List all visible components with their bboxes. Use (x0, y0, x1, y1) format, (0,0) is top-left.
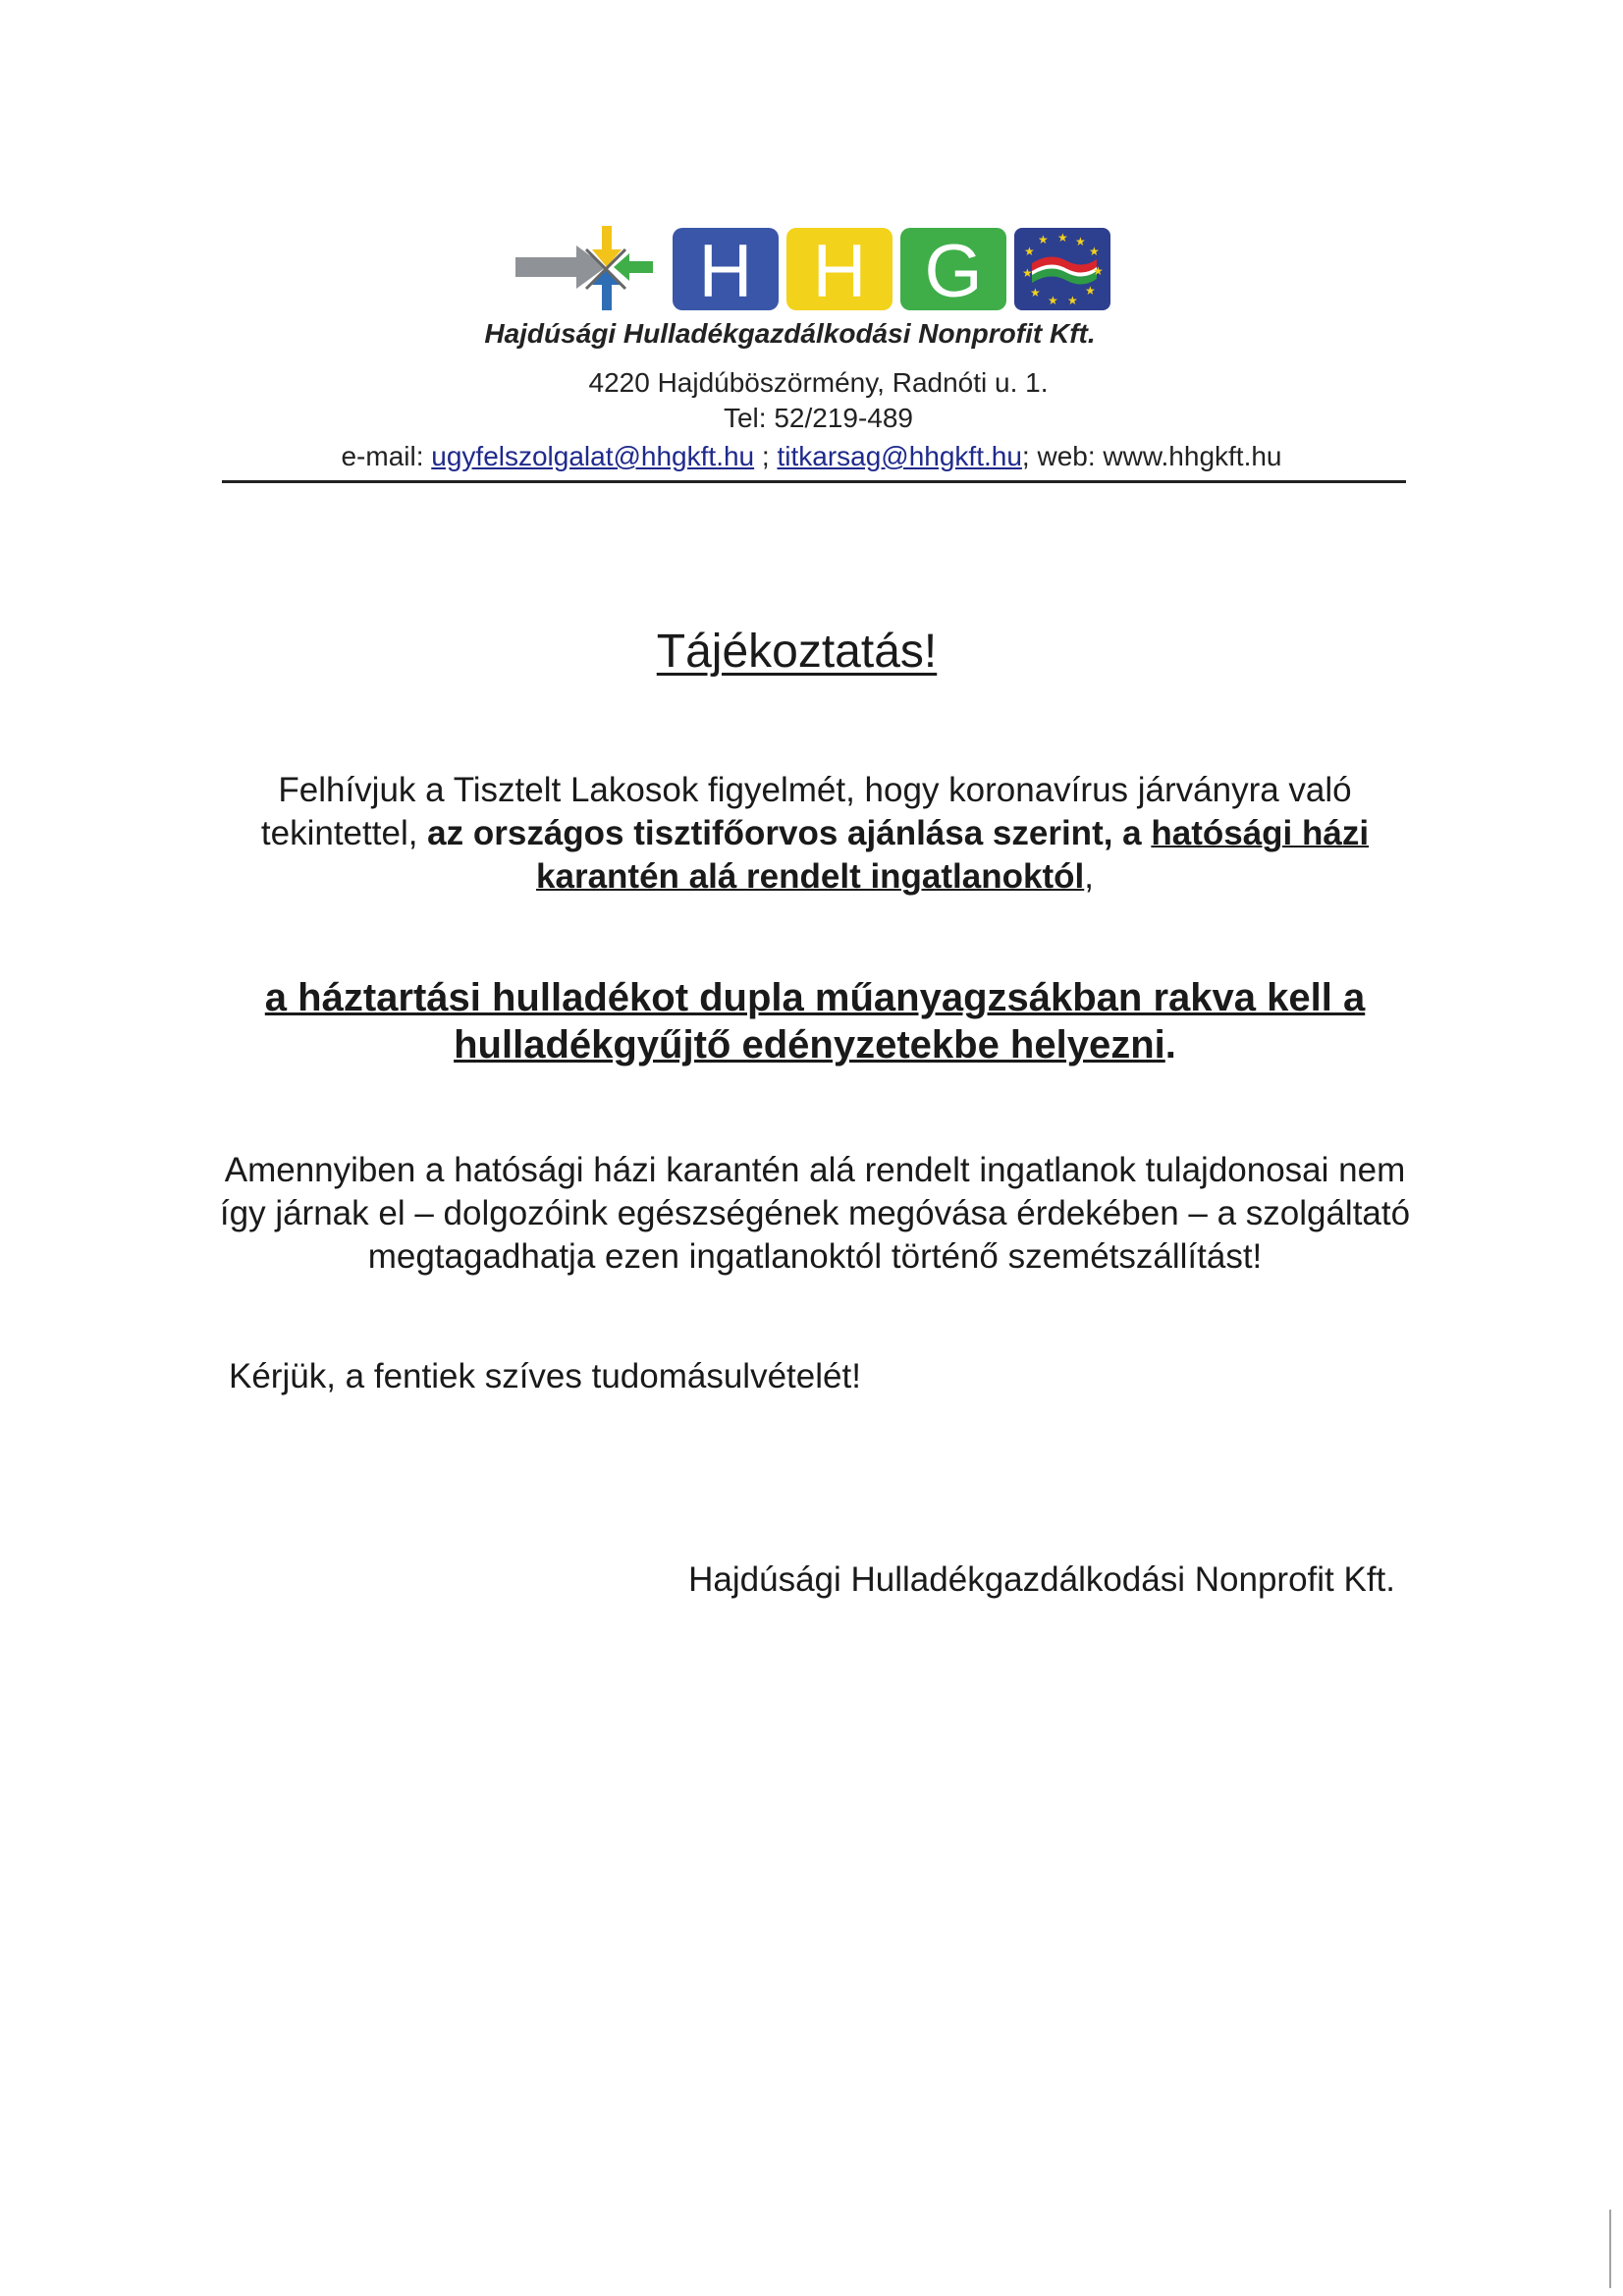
signature: Hajdúsági Hulladékgazdálkodási Nonprofit Kft. (688, 1560, 1395, 1599)
svg-text:★: ★ (1089, 245, 1100, 258)
email-separator: ; (754, 441, 778, 471)
logo-letter-g: G (924, 230, 983, 313)
email-label: e-mail: (341, 441, 432, 471)
svg-text:★: ★ (1024, 245, 1035, 258)
svg-text:★: ★ (1022, 266, 1033, 280)
company-name: Hajdúsági Hulladékgazdálkodási Nonprofit Kft. (484, 318, 1096, 349)
p1-bold-text: az országos tisztifőorvos ajánlása szerint, a (427, 814, 1152, 852)
notice-paragraph-2 (206, 974, 1424, 1068)
p1-text: Felhívjuk a Tisztelt Lakosok figyelmét, hogy koronavírus járványra való tekintettel, (260, 771, 1352, 852)
p2-underlined-text: a háztartási hulladékot dupla műanyagzsákban rakva kell a hulladékgyűjtő edényzetekbe helyezni (264, 976, 1366, 1066)
header-divider (222, 480, 1406, 483)
notice-paragraph-3: Amennyiben a hatósági házi karantén alá rendelt ingatlanok tulajdonosai nem így járnak el – dolgozóink egészségének megóvása érdekében – a szolgáltató megtagadhatja ezen ingatlanoktól történő szemétszállítást! (219, 1151, 1411, 1276)
company-phone: Tel: 52/219-489 (723, 403, 914, 433)
arrows-icon (515, 226, 653, 310)
svg-text:★: ★ (1030, 286, 1041, 300)
p1-end: , (1084, 857, 1094, 896)
svg-text:★: ★ (1075, 235, 1086, 248)
scan-edge-mark (1609, 2210, 1611, 2288)
email-link-secretariat[interactable]: titkarsag@hhgkft.hu (777, 441, 1022, 471)
logo-letter-h2: H (812, 230, 867, 313)
svg-text:★: ★ (1057, 231, 1068, 245)
notice-paragraph-1 (206, 769, 1424, 899)
company-contact (0, 441, 1623, 472)
svg-text:★: ★ (1048, 294, 1058, 307)
svg-text:★: ★ (1038, 233, 1049, 246)
hhg-logo (515, 220, 1116, 318)
closing-line: Kérjük, a fentiek szíves tudomásulvételét! (229, 1357, 861, 1395)
eu-hungary-flag-icon (1014, 228, 1110, 310)
company-address: 4220 Hajdúböszörmény, Radnóti u. 1. (588, 367, 1049, 398)
p2-end: . (1164, 1023, 1176, 1066)
logo-letter-h1: H (698, 230, 753, 313)
web-label: ; web: (1021, 441, 1104, 471)
svg-text:★: ★ (1085, 284, 1096, 298)
email-link-customer-service[interactable]: ugyfelszolgalat@hhgkft.hu (431, 441, 755, 471)
svg-text:★: ★ (1093, 264, 1104, 278)
document-title: Tájékoztatás! (656, 626, 938, 678)
svg-text:★: ★ (1067, 294, 1078, 307)
p1-bold-underlined-text: hatósági házi karantén alá rendelt ingatlanoktól (536, 814, 1370, 896)
website-text: www.hhgkft.hu (1103, 441, 1282, 471)
